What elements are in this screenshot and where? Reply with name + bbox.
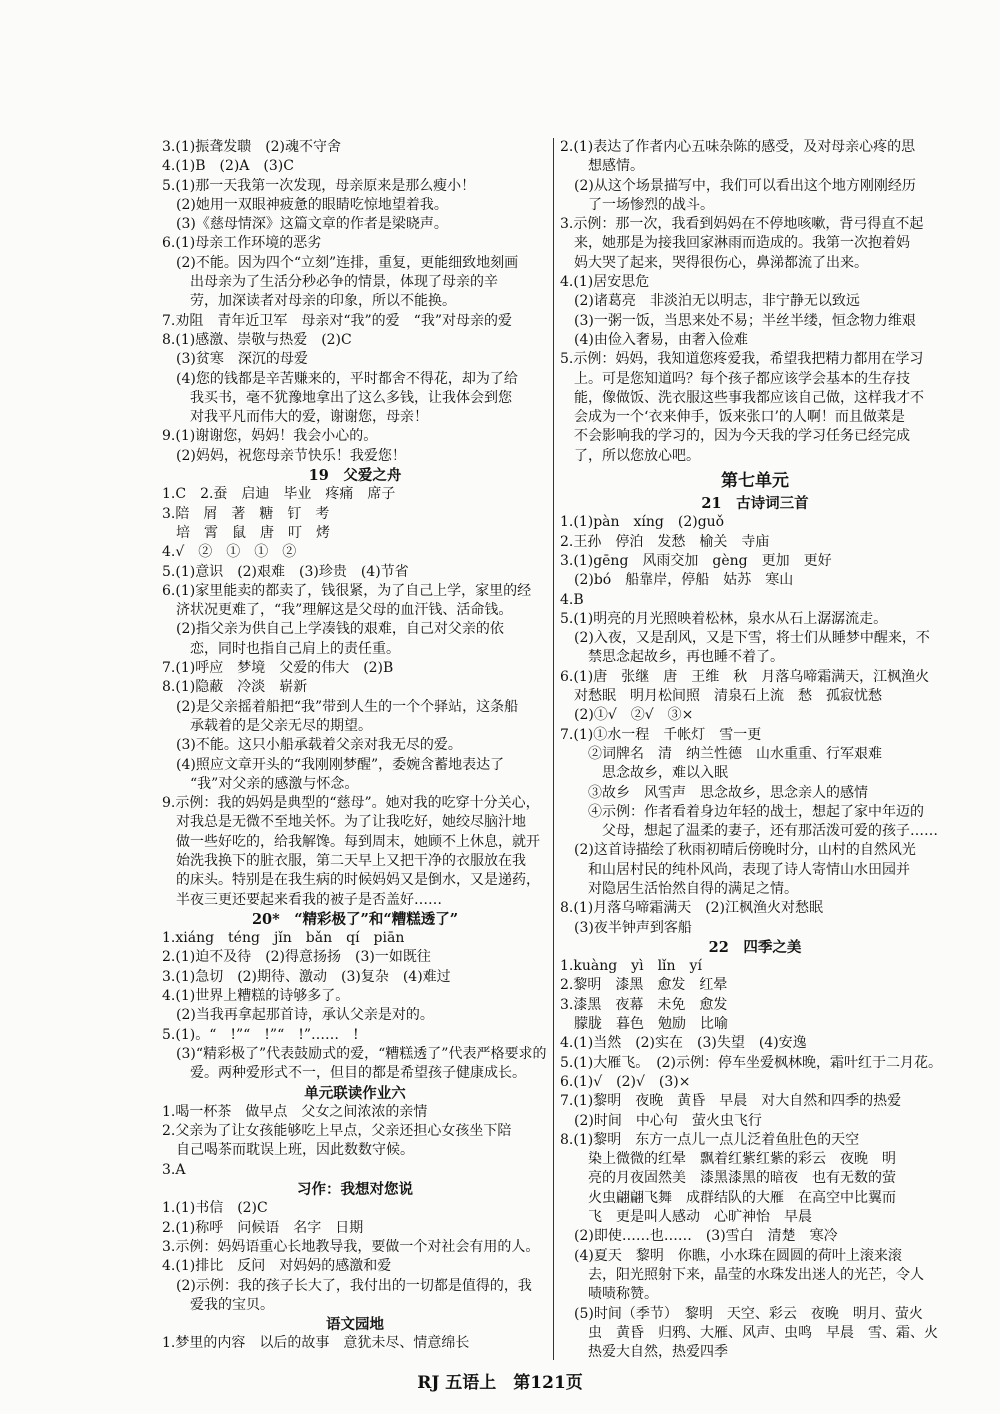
answer-line: 1.(1)书信 (2)C bbox=[162, 1200, 268, 1217]
answer-line: 4.(1)居安思危 bbox=[560, 274, 650, 291]
answer-line: 我买书，毫不犹豫地拿出了这么多钱，让我体会到您 bbox=[162, 389, 512, 406]
answer-line: 5.(1)大雁飞。 (2)示例：停车坐爱枫林晚，霜叶红于二月花。 bbox=[560, 1054, 943, 1071]
answer-line: 2.父亲为了让女孩能够吃上早点，父亲还担心女孩坐下陪 bbox=[162, 1123, 512, 1140]
answer-line: 8.(1)黎明 东方一点儿一点儿泛着鱼肚色的天空 bbox=[560, 1131, 860, 1148]
answer-line: 爱我的宝贝。 bbox=[162, 1296, 274, 1313]
answer-line: 自己喝茶而耽误上班，因此数数守候。 bbox=[162, 1142, 414, 1159]
section-title: 语文园地 bbox=[326, 1316, 384, 1334]
answer-line: (2)从这个场景描写中，我们可以看出这个地方刚刚经历 bbox=[560, 177, 916, 194]
answer-line: 7.劝阻 青年近卫军 母亲对“我”的爱 “我”对母亲的爱 bbox=[162, 312, 512, 329]
answer-line: 2.王孙 停泊 发愁 榆关 寺庙 bbox=[560, 533, 770, 550]
answer-line: (2)是父亲摇着船把“我”带到人生的一个个驿站，这条船 bbox=[162, 698, 519, 715]
answer-line: (3)一粥一饭，当思来处不易；半丝半缕，恒念物力维艰 bbox=[560, 312, 916, 329]
answer-line: 培 霄 鼠 唐 叮 烤 bbox=[162, 524, 330, 541]
answer-line: 5.(1)意识 (2)艰难 (3)珍贵 (4)节省 bbox=[162, 563, 409, 580]
answer-line: 父母，想起了温柔的妻子，还有那活泼可爱的孩子…… bbox=[560, 823, 938, 840]
answer-line: (3)《慈母情深》这篇文章的作者是梁晓声。 bbox=[162, 216, 448, 233]
answer-line: 4.(1)世界上糟糕的诗够多了。 bbox=[162, 988, 350, 1005]
answer-line: 亮的月夜固然美 漆黑漆黑的暗夜 也有无数的萤 bbox=[560, 1170, 896, 1187]
answer-line: 始洗我换下的脏衣服，第二天早上又把干净的衣服放在我 bbox=[162, 852, 526, 869]
answer-line: 上。可是您知道吗？每个孩子都应该学会基本的生存技 bbox=[560, 370, 910, 387]
answer-line: (4)夏天 黎明 你瞧，小水珠在圆圆的荷叶上滚来滚 bbox=[560, 1247, 902, 1264]
answer-line: “我”对父亲的感激与怀念。 bbox=[162, 775, 359, 792]
answer-line: 5.(1)。“ !”“ !”“ !”…… ! bbox=[162, 1026, 359, 1043]
answer-line: 对隐居生活怡然自得的满足之情。 bbox=[560, 880, 798, 897]
answer-line: (3)不能。这只小船承载着父亲对我无尽的爱。 bbox=[162, 737, 462, 754]
answer-line: 3.(1)振聋发聩 (2)魂不守舍 bbox=[162, 139, 342, 155]
answer-line: (4)您的钱都是辛苦赚来的，平时都舍不得花，却为了给 bbox=[162, 370, 518, 387]
answer-line: (3)“精彩极了”代表鼓励式的爱，“糟糕透了”代表严格要求的 bbox=[162, 1045, 547, 1062]
answer-line: 对我平凡而伟大的爱，谢谢您，母亲！ bbox=[162, 409, 428, 426]
answer-line: 1.梦里的内容 以后的故事 意犹未尽、情意绵长 bbox=[162, 1335, 470, 1352]
section-title: 单元联读作业六 bbox=[304, 1084, 406, 1102]
answer-line: 8.(1)隐蔽 冷淡 崭新 bbox=[162, 679, 308, 696]
answer-line: 6.(1)母亲工作环境的恶劣 bbox=[162, 235, 322, 252]
answer-line: 飞 更是叫人感动 心旷神怡 早晨 bbox=[560, 1209, 812, 1226]
answer-line: ②词牌名 清 纳兰性德 山水重重、行军艰难 bbox=[560, 745, 882, 762]
answer-line: 4.(1)当然 (2)实在 (3)失望 (4)安逸 bbox=[560, 1035, 807, 1052]
answer-line: 劳，加深读者对母亲的印象，所以不能换。 bbox=[162, 293, 456, 310]
section-title: 21 古诗词三首 bbox=[701, 495, 809, 513]
answer-line: 爱。两种爱形式不一，但目的都是希望孩子健康成长。 bbox=[162, 1065, 526, 1082]
answer-line: (2)妈妈，祝您母亲节快乐！我爱您！ bbox=[162, 447, 406, 464]
answer-line: 9.示例：我的妈妈是典型的“慈母”。她对我的吃穿十分关心， bbox=[162, 795, 540, 812]
answer-line: 3.A bbox=[162, 1161, 186, 1178]
unit-title: 第七单元 bbox=[721, 471, 789, 492]
page-footer: RJ 五语上 第121页 bbox=[417, 1373, 583, 1393]
answer-line: 染上微微的红晕 飘着红紫红紫的彩云 夜晚 明 bbox=[560, 1151, 896, 1168]
answer-line: 了一场惨烈的战斗。 bbox=[560, 196, 714, 213]
answer-line: (2)当我再拿起那首诗，承认父亲是对的。 bbox=[162, 1007, 434, 1024]
answer-line: (3)夜半钟声到客船 bbox=[560, 919, 692, 936]
answer-line: 和山居村民的纯朴风尚，表现了诗人寄情山水田园并 bbox=[560, 861, 910, 878]
answer-line: 了，所以您放心吧。 bbox=[560, 447, 700, 464]
answer-line: (4)照应文章开头的“我刚刚梦醒”，委婉含蓄地表达了 bbox=[162, 756, 505, 773]
answer-line: 朦胧 暮色 勉励 比喻 bbox=[560, 1016, 728, 1033]
answer-line: (2)入夜，又是刮风，又是下雪，将士们从睡梦中醒来，不 bbox=[560, 630, 930, 647]
column-divider bbox=[553, 138, 554, 1360]
answer-line: 6.(1)唐 张继 唐 王维 秋 月落乌啼霜满天，江枫渔火 bbox=[560, 668, 930, 685]
answer-line: 5.(1)明亮的月光照映着松林，泉水从石上潺潺流走。 bbox=[560, 610, 888, 627]
right-column bbox=[560, 138, 950, 1362]
answer-line: 8.(1)感激、崇敬与热爱 (2)C bbox=[162, 331, 352, 348]
answer-line: 妈大哭了起来，哭得很伤心，鼻涕都流了出来。 bbox=[560, 254, 868, 271]
section-title: 习作：我想对您说 bbox=[297, 1181, 413, 1199]
answer-line: 2.黎明 漆黑 愈发 红晕 bbox=[560, 977, 728, 994]
answer-line: 2.(1)迫不及待 (2)得意扬扬 (3)一如既往 bbox=[162, 949, 431, 966]
answer-line: (2)指父亲为供自己上学凑钱的艰难，自己对父亲的依 bbox=[162, 621, 504, 638]
answer-line: 4.(1)B (2)A (3)C bbox=[162, 158, 294, 175]
answer-line: ④示例：作者看着身边年轻的战士，想起了家中年迈的 bbox=[560, 803, 924, 820]
answer-line: 1.(1)pàn xíng (2)guǒ bbox=[560, 514, 725, 531]
answer-line: 去，阳光照射下来，晶莹的水珠发出迷人的光芒，令人 bbox=[560, 1266, 924, 1283]
answer-line: 1.喝一杯茶 做早点 父女之间浓浓的亲情 bbox=[162, 1103, 428, 1120]
answer-line: (3)贫寒 深沉的母爱 bbox=[162, 351, 308, 368]
answer-line: (2)不能。因为四个“立刻”连排，重复，更能细致地刻画 bbox=[162, 254, 519, 271]
answer-line: 啧啧称赞。 bbox=[560, 1286, 658, 1303]
left-column bbox=[162, 138, 548, 1354]
answer-line: 对我总是无微不至地关怀。为了让我吃好，她绞尽脑汁地 bbox=[162, 814, 526, 831]
answer-line: 半夜三更还要起来看我的被子是否盖好…… bbox=[162, 891, 442, 908]
answer-line: 出母亲为了生活分秒必争的情景，体现了母亲的辛 bbox=[162, 274, 498, 291]
answer-line: 思念故乡，难以入眠 bbox=[560, 765, 728, 782]
section-title: 20* “精彩极了”和“糟糕透了” bbox=[251, 910, 459, 928]
answer-line: 3.示例：妈妈语重心长地教导我，要做一个对社会有用的人。 bbox=[162, 1238, 540, 1255]
answer-line: 3.(1)急切 (2)期待、激动 (3)复杂 (4)难过 bbox=[162, 968, 451, 985]
answer-line: 会成为一个‘衣来伸手，饭来张口’的人啊！而且做菜是 bbox=[560, 409, 905, 426]
answer-line: 的床头。特别是在我生病的时候妈妈又是倒水，又是递药， bbox=[162, 872, 540, 889]
section-title: 19 父爱之舟 bbox=[308, 467, 402, 485]
answer-line: 想感情。 bbox=[560, 158, 644, 175]
answer-line: (2)她用一双眼神疲惫的眼睛吃惊地望着我。 bbox=[162, 196, 448, 213]
answer-line: (5)时间（季节） 黎明 天空、彩云 夜晚 明月、萤火 bbox=[560, 1305, 923, 1322]
answer-line: 热爱大自然，热爱四季 bbox=[560, 1344, 728, 1361]
answer-line: 7.(1)①水一程 千帐灯 雪一更 bbox=[560, 726, 762, 743]
answer-line: ③故乡 风雪声 思念故乡，思念亲人的感情 bbox=[560, 784, 868, 801]
answer-line: 3.漆黑 夜幕 未免 愈发 bbox=[560, 996, 728, 1013]
answer-line: 8.(1)月落乌啼霜满天 (2)江枫渔火对愁眠 bbox=[560, 900, 824, 917]
answer-line: (2)诸葛亮 非淡泊无以明志，非宁静无以致远 bbox=[560, 293, 860, 310]
answer-line: 2.(1)表达了作者内心五味杂陈的感受，及对母亲心疼的思 bbox=[560, 139, 916, 155]
answer-line: (2)①√ ②√ ③× bbox=[560, 707, 694, 724]
section-title: 22 四季之美 bbox=[708, 938, 802, 956]
answer-line: 3.(1)gēng 风雨交加 gèng 更加 更好 bbox=[560, 552, 832, 569]
answer-line: 能，像做饭、洗衣服这些事我都应该自己做，这样我才不 bbox=[560, 389, 924, 406]
answer-line: 1.C 2.蚕 启迪 毕业 疼痛 席子 bbox=[162, 486, 396, 503]
answer-line: (2)时间 中心句 萤火虫飞行 bbox=[560, 1112, 762, 1129]
answer-line: (2)bó 船靠岸，停船 姑苏 寒山 bbox=[560, 572, 794, 589]
answer-line: 来，她那是为接我回家淋雨而造成的。我第一次抱着妈 bbox=[560, 235, 910, 252]
answer-line: 3.陪 屑 著 糖 钉 考 bbox=[162, 505, 330, 522]
answer-line: 6.(1)家里能卖的都卖了，钱很紧，为了自己上学，家里的经 bbox=[162, 582, 532, 599]
answer-line: (4)由俭入奢易，由奢入俭难 bbox=[560, 331, 748, 348]
answer-line: 3.示例：那一次，我看到妈妈在不停地咳嗽，背弓得直不起 bbox=[560, 216, 924, 233]
answer-line: 对愁眠 明月松间照 清泉石上流 愁 孤寂忧愁 bbox=[560, 688, 882, 705]
answer-line: 不会影响我的学习的，因为今天我的学习任务已经完成 bbox=[560, 428, 910, 445]
answer-line: 虫 黄昏 归鸦、大雁、风声、虫鸣 早晨 雪、霜、火 bbox=[560, 1324, 938, 1341]
answer-line: 恋，同时也指自己肩上的责任重。 bbox=[162, 640, 400, 657]
answer-line: 7.(1)呼应 梦境 父爱的伟大 (2)B bbox=[162, 660, 394, 677]
answer-line: (2)这首诗描绘了秋雨初晴后傍晚时分，山村的自然风光 bbox=[560, 842, 916, 859]
answer-line: 9.(1)谢谢您，妈妈！我会小心的。 bbox=[162, 428, 378, 445]
answer-line: 4.√ ② ① ① ② bbox=[162, 544, 297, 561]
answer-line: 4.B bbox=[560, 591, 584, 608]
answer-line: 7.(1)黎明 夜晚 黄昏 早晨 对大自然和四季的热爱 bbox=[560, 1093, 902, 1110]
answer-line: 4.(1)排比 反问 对妈妈的感激和爱 bbox=[162, 1258, 392, 1275]
answer-line: 1.kuàng yì lǐn yí bbox=[560, 958, 702, 975]
answer-line: (2)示例：我的孩子长大了，我付出的一切都是值得的，我 bbox=[162, 1277, 532, 1294]
answer-line: 5.(1)那一天我第一次发现，母亲原来是那么瘦小！ bbox=[162, 177, 476, 194]
answer-line: 火虫翩翩飞舞 成群结队的大雁 在高空中比翼而 bbox=[560, 1189, 896, 1206]
answer-line: 5.示例：妈妈，我知道您疼爱我，希望我把精力都用在学习 bbox=[560, 351, 924, 368]
answer-line: 做一些好吃的，给我解馋。每到周末，她顾不上休息，就开 bbox=[162, 833, 540, 850]
answer-line: 6.(1)√ (2)√ (3)× bbox=[560, 1073, 691, 1090]
answer-line: 2.(1)称呼 问候语 名字 日期 bbox=[162, 1219, 364, 1236]
answer-line: 禁思念起故乡，再也睡不着了。 bbox=[560, 649, 784, 666]
answer-line: 1.xiáng téng jǐn bǎn qí piān bbox=[162, 930, 405, 947]
answer-line: (2)即使……也…… (3)雪白 清楚 寒冷 bbox=[560, 1228, 838, 1245]
answer-line: 承载着的是父亲无尽的期望。 bbox=[162, 717, 372, 734]
answer-line: 济状况更难了，“我”理解这是父母的血汗钱、活命钱。 bbox=[162, 602, 513, 619]
